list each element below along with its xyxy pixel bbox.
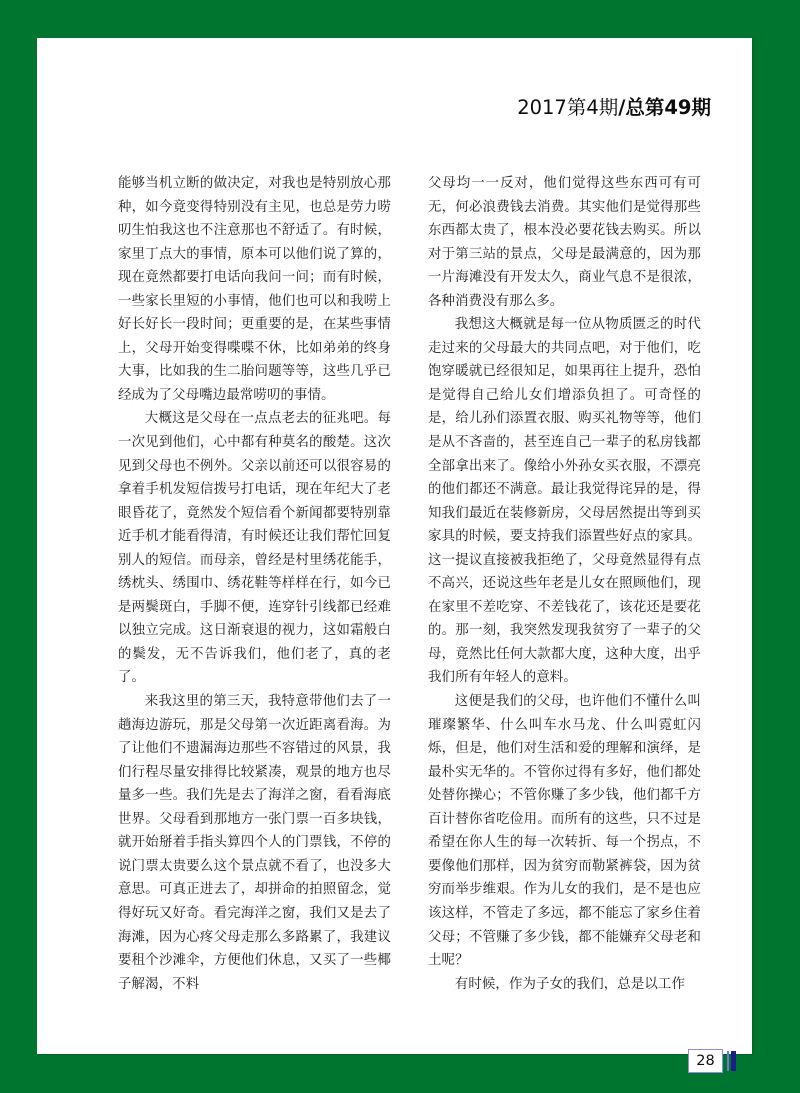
article-body: [118, 172, 701, 992]
paragraph: 父母均一一反对，他们觉得这些东西可有可无，何必浪费钱去消费。其实他们是觉得那些东西都太贵了，根本没必要花钱去购买。所以对于第三站的景点，父母是最满意的，因为那一片海滩没有开发太久，商业气息不是很浓，各种消费没有那么多。: [428, 176, 701, 309]
bar-thick-icon: [731, 1051, 736, 1071]
issue-header: [517, 98, 711, 118]
page-number-badge: [688, 1049, 736, 1073]
paragraph: 大概这是父母在一点点老去的征兆吧。每一次见到他们，心中都有种莫名的酸楚。这次见到父母也不例外。父亲以前还可以很容易的拿着手机发短信拨号打电话，现在年纪大了老眼昏花了，竟然发个短信看个新闻都要特别靠近手机才能看得清，有时候还让我们帮忙回复别人的短信。而母亲，曾经是村里绣花能手，绣枕头、绣围巾、绣花鞋等样样在行，如今已是两鬓斑白，手脚不便，连穿针引线都已经难以独立完成。这日渐衰退的视力，这如霜般白的鬓发，无不告诉我们，他们老了，真的老了。: [118, 411, 391, 686]
paragraph: 这便是我们的父母，也许他们不懂什么叫璀璨繁华、什么叫车水马龙、什么叫霓虹闪烁，但是，他们对生活和爱的理解和演绎，是最朴实无华的。不管你过得有多好，他们都处处替你操心；不管你赚了多少钱，他们都千方百计替你省吃俭用。而所有的这些，只不过是希望在你人生的每一次转折、每一个拐点，不要像他们那样，因为贫穷而勒紧裤袋，因为贫穷而举步维艰。作为儿女的我们，是不是也应该这样，不管走了多远，都不能忘了家乡住着父母；不管赚了多少钱，都不能嫌弃父母老和土呢？: [428, 694, 701, 969]
paper-sheet: [37, 38, 752, 1069]
page-number: 28: [688, 1049, 723, 1073]
issue-separator: /: [618, 96, 626, 119]
paragraph: 来我这里的第三天，我特意带他们去了一趟海边游玩，那是父母第一次近距离看海。为了让他们不遗漏海边那些不容错过的风景，我们行程尽量安排得比较紧凑，观景的地方也尽量多一些。我们先是去了海洋之窗，看看海底世界。父母看到那地方一张门票一百多块钱，就开始掰着手指头算四个人的门票钱，不停的说门票太贵要么这个景点就不看了，也没多大意思。可真正进去了，却拼命的拍照留念，觉得好玩又好奇。看完海洋之窗，我们又是去了海滩，因为心疼父母走那么多路累了，我建议要租个沙滩伞，方便他们休息，又买了一些椰子解渴，不料: [118, 694, 391, 992]
issue-total-text: 总第49期: [625, 96, 711, 119]
paragraph: 我想这大概就是每一位从物质匮乏的时代走过来的父母最大的共同点吧，对于他们，吃饱穿暖就已经很知足，如果再往上提升，恐怕是觉得自己给儿女们增添负担了。可奇怪的是，给儿孙们添置衣服、购买礼物等等，他们是从不吝啬的，甚至连自己一辈子的私房钱都全部拿出来了。像给小外孙女买衣服，不漂亮的他们都还不满意。最让我觉得诧异的是，得知我们最近在装修新房，父母居然提出等到买家具的时候，要支持我们添置些好点的家具。这一提议直接被我拒绝了，父母竟然显得有点不高兴，还说这些年老是儿女在照顾他们，现在家里不差吃穿、不差钱花了，该花还是要花的。那一刻，我突然发现我贫穷了一辈子的父母，竟然比任何大款都大度，这种大度，出乎我们所有年轻人的意料。: [428, 317, 701, 686]
paragraph: 有时候，作为子女的我们，总是以工作: [454, 976, 685, 992]
bar-thin-icon: [727, 1051, 729, 1071]
paragraph: 能够当机立断的做决定，对我也是特别放心那种，如今竟变得特别没有主见，也总是劳力唠叨生怕我这也不注意那也不舒适了。有时候，家里丁点大的事情，原本可以他们说了算的，现在竟然都要打电话向我问一问；而有时候，一些家长里短的小事情，他们也可以和我唠上好长好长一段时间；更重要的是，在某些事情上，父母开始变得喋喋不休，比如弟弟的终身大事，比如我的生二胎问题等等，这些几乎已经成为了父母嘴边最常唠叨的事情。: [118, 176, 391, 403]
left-column: [118, 172, 391, 992]
right-column: [428, 172, 701, 992]
issue-number-text: 2017第4期: [517, 96, 619, 119]
page-number-bars-icon: [727, 1050, 736, 1072]
